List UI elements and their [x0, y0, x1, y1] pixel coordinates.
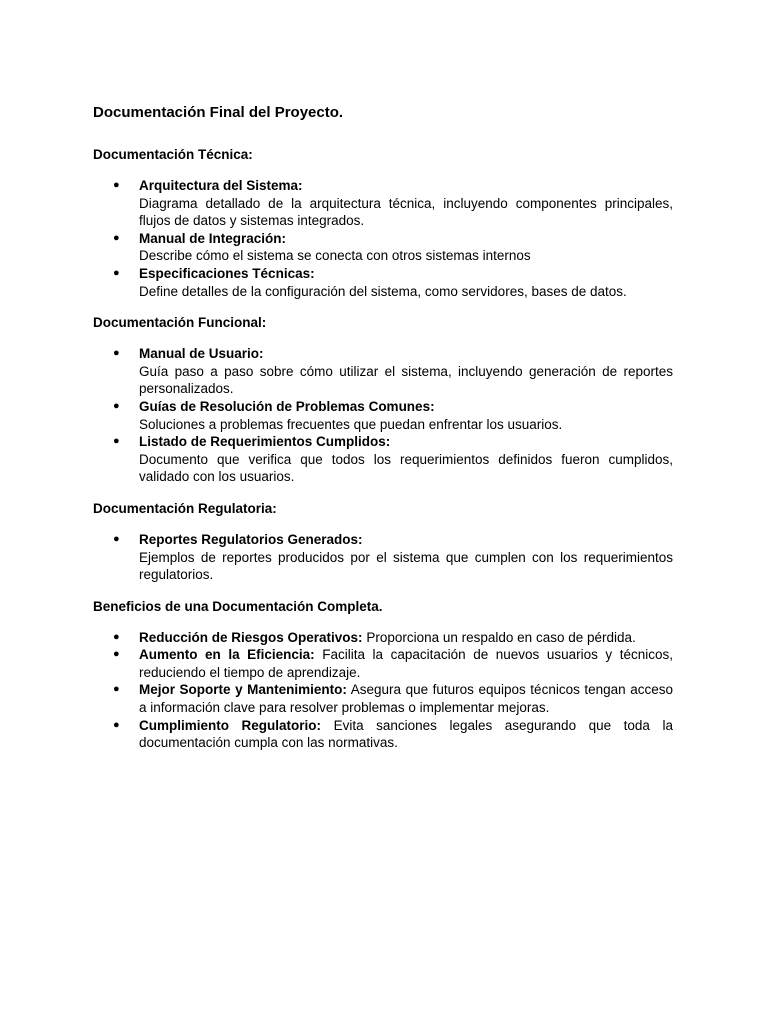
bullet-icon: ●: [113, 718, 120, 731]
item-title: Reportes Regulatorios Generados:: [139, 531, 363, 547]
list-funcional: [93, 345, 673, 486]
item-description: Define detalles de la configuración del sistema, como servidores, bases de datos.: [139, 283, 627, 299]
list-beneficios: [93, 629, 673, 752]
list-item: [93, 681, 673, 716]
section-heading-regulatoria: Documentación Regulatoria:: [93, 500, 277, 516]
section-heading-tecnica: Documentación Técnica:: [93, 147, 253, 162]
list-regulatoria: [93, 531, 673, 584]
item-description: Describe cómo el sistema se conecta con otros sistemas internos: [139, 248, 531, 264]
item-title: Guías de Resolución de Problemas Comunes:: [139, 398, 435, 414]
bullet-icon: ●: [113, 399, 120, 412]
item-description: Soluciones a problemas frecuentes que puedan enfrentar los usuarios.: [139, 416, 563, 432]
bullet-icon: ●: [113, 630, 120, 643]
item-title: Listado de Requerimientos Cumplidos:: [139, 434, 391, 450]
item-title: Reducción de Riesgos Operativos:: [139, 629, 363, 645]
item-title: Arquitectura del Sistema:: [139, 178, 303, 193]
item-description: Ejemplos de reportes producidos por el sistema que cumplen con los requerimientos regulatorios.: [139, 549, 673, 583]
item-description: Evita sanciones legales asegurando que toda la documentación cumpla con las normativas.: [139, 717, 673, 751]
bullet-icon: ●: [113, 435, 120, 448]
bullet-icon: ●: [113, 179, 120, 191]
item-description: Guía paso a paso sobre cómo utilizar el sistema, incluyendo generación de reportes personalizados.: [139, 363, 673, 397]
item-description: Facilita la capacitación de nuevos usuarios y técnicos, reduciendo el tiempo de aprendizaje.: [139, 647, 673, 680]
document-title: Documentación Final del Proyecto.: [93, 104, 344, 121]
list-item: [93, 398, 673, 433]
item-description: Diagrama detallado de la arquitectura técnica, incluyendo componentes principales, flujos de datos y sistemas integrados.: [139, 195, 673, 229]
bullet-icon: ●: [113, 683, 120, 696]
list-item: [93, 230, 673, 265]
list-item: [93, 531, 673, 584]
item-title: Aumento en la Eficiencia:: [139, 647, 315, 663]
bullet-icon: ●: [113, 347, 120, 360]
list-item: [93, 717, 673, 752]
list-item: [93, 265, 673, 300]
list-item: [93, 433, 673, 486]
list-item: [93, 177, 673, 230]
section-heading-funcional: Documentación Funcional:: [93, 315, 267, 331]
bullet-icon: ●: [113, 266, 120, 279]
item-title: Cumplimiento Regulatorio:: [139, 717, 322, 733]
bullet-icon: ●: [113, 532, 120, 545]
item-description: Documento que verifica que todos los requerimientos definidos fueron cumplidos, validado con los usuarios.: [139, 451, 673, 485]
item-description: Asegura que futuros equipos técnicos tengan acceso a información clave para resolver problemas o implementar mejoras.: [139, 682, 673, 716]
item-description: Proporciona un respaldo en caso de pérdida.: [366, 629, 636, 645]
item-title: Manual de Usuario:: [139, 346, 264, 362]
item-title: Manual de Integración:: [139, 230, 287, 246]
list-item: [93, 345, 673, 398]
list-tecnica: [93, 177, 673, 300]
item-title: Mejor Soporte y Mantenimiento:: [139, 682, 347, 698]
bullet-icon: ●: [113, 231, 120, 244]
list-item: [93, 646, 673, 681]
bullet-icon: ●: [113, 648, 120, 661]
document-page: [93, 104, 673, 766]
list-item: [93, 629, 673, 647]
item-title: Especificaciones Técnicas:: [139, 265, 315, 281]
section-heading-beneficios: Beneficios de una Documentación Completa.: [93, 598, 383, 614]
